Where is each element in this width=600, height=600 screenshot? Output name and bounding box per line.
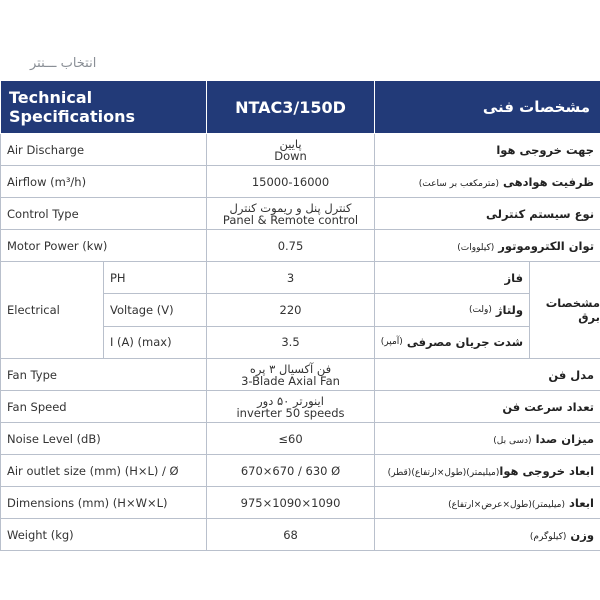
label-fa-unit: (میلیمتر)(طول×عرض×ارتفاع) [448, 499, 566, 510]
sub-label-en: Voltage (V) [104, 294, 207, 326]
label-fa: نوع سیستم کنترلی [486, 206, 595, 221]
value-en: Down [274, 148, 307, 163]
label-fa: ابعاد [569, 495, 595, 510]
value-fa: کنترل پنل و ریموت کنترل [229, 200, 352, 215]
electrical-label-fa [375, 262, 600, 359]
row-value: 68 [207, 519, 375, 551]
row-label-en: Weight (kg) [1, 519, 207, 551]
row-value: ≤60 [207, 423, 375, 455]
row-label-fa [375, 455, 600, 487]
label-fa-unit: (کیلووات) [457, 242, 495, 253]
label-fa: ولتاژ [495, 302, 524, 317]
sub-value: 3 [207, 262, 375, 294]
table-row [1, 166, 600, 198]
label-fa-unit: (آمپر) [380, 337, 403, 348]
row-value [207, 198, 375, 230]
table-row [1, 391, 600, 423]
row-value [207, 134, 375, 166]
row-label-en: Dimensions (mm) (H×W×L) [1, 487, 207, 519]
label-fa-unit: (دسی بل) [493, 435, 532, 446]
row-label-fa [375, 134, 600, 166]
table-row [1, 359, 600, 391]
spec-table [0, 80, 600, 551]
table-row [1, 134, 600, 166]
label-fa: ابعاد خروجی هوا [499, 463, 595, 478]
header-model: NTAC3/150D [207, 81, 375, 134]
row-label-en: Motor Power (kw) [1, 230, 207, 262]
label-fa: شدت جریان مصرفی [406, 335, 524, 350]
value-fa: پایین [279, 136, 302, 151]
label-fa: جهت خروجی هوا [496, 142, 595, 157]
value-fa: فن آکسیال ۳ پره [249, 361, 332, 376]
row-label-fa [375, 359, 600, 391]
row-label-fa [375, 391, 600, 423]
table-header [1, 81, 600, 134]
electrical-label-en: Electrical [1, 262, 104, 359]
row-label-fa [375, 423, 600, 455]
label-fa: توان الکتروموتور [498, 238, 595, 253]
sub-label-en: I (A) (max) [104, 326, 207, 358]
sub-label-fa [375, 327, 529, 358]
row-value [207, 359, 375, 391]
header-title-fa: مشخصات فنی [375, 81, 600, 134]
row-label-fa [375, 230, 600, 262]
row-label-en: Airflow (m³/h) [1, 166, 207, 198]
table-row [1, 423, 600, 455]
row-value: 670×670 / 630 Ø [207, 455, 375, 487]
table-row [1, 198, 600, 230]
sub-label-fa [375, 294, 529, 326]
electrical-fa-title: مشخصات برق [529, 262, 600, 358]
label-fa-unit: (کیلوگرم) [529, 531, 567, 542]
header-title-en: Technical Specifications [1, 81, 207, 134]
label-fa: میزان صدا [535, 431, 595, 446]
row-label-en: Air Discharge [1, 134, 207, 166]
label-fa: تعداد سرعت فن [502, 399, 595, 414]
row-label-en: Fan Type [1, 359, 207, 391]
row-label-fa [375, 519, 600, 551]
row-label-fa [375, 166, 600, 198]
value-en: 3-Blade Axial Fan [241, 373, 340, 388]
table-row [1, 230, 600, 262]
value-fa: اینورتر ۵۰ دور [257, 393, 324, 408]
row-value: 15000-16000 [207, 166, 375, 198]
table-row [1, 455, 600, 487]
sub-label-fa [375, 262, 529, 294]
table-row [1, 519, 600, 551]
label-fa: فاز [504, 270, 524, 285]
label-fa: ظرفیت هوادهی [502, 174, 595, 189]
row-label-en: Noise Level (dB) [1, 423, 207, 455]
brand-logo: انتخاب ـــنتر [30, 56, 97, 71]
row-value: 0.75 [207, 230, 375, 262]
row-value [207, 391, 375, 423]
value-en: Panel & Remote control [222, 212, 359, 227]
label-fa-unit: (ولت) [468, 304, 492, 315]
label-fa: مدل فن [548, 367, 595, 382]
sub-value: 220 [207, 294, 375, 326]
row-label-en: Air outlet size (mm) (H×L) / Ø [1, 455, 207, 487]
row-label-fa [375, 198, 600, 230]
value-en: inverter 50 speeds [236, 405, 345, 420]
sub-value: 3.5 [207, 326, 375, 358]
row-label-en: Control Type [1, 198, 207, 230]
label-fa-unit: (مترمکعب بر ساعت) [418, 178, 499, 189]
row-label-fa [375, 487, 600, 519]
table-row-electrical [1, 262, 600, 294]
label-fa-unit: (میلیمتر)(طول×ارتفاع)(قطر) [387, 467, 500, 478]
table-row [1, 487, 600, 519]
sub-label-en: PH [104, 262, 207, 294]
row-label-en: Fan Speed [1, 391, 207, 423]
row-value: 975×1090×1090 [207, 487, 375, 519]
label-fa: وزن [570, 527, 595, 542]
